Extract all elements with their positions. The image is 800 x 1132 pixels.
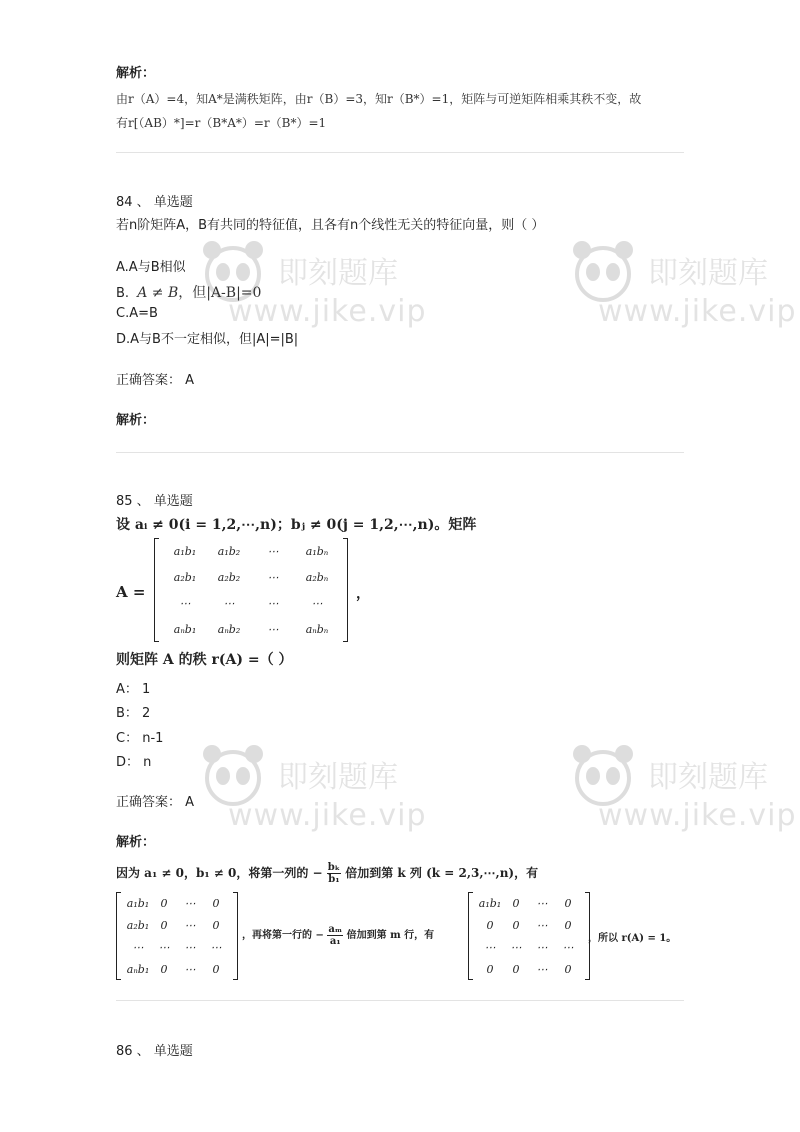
matrix-cell: ⋯ xyxy=(184,940,196,954)
q85-option-d: D： n xyxy=(116,755,152,770)
matrix-cell: a₁b₁ xyxy=(478,896,502,910)
q83-analysis-line2: 有r[（AB）*]=r（B*A*）=r（B*）=1 xyxy=(116,116,327,130)
matrix-cell: aₙb₁ xyxy=(126,962,150,976)
matrix-cell: ⋯ xyxy=(158,940,170,954)
q83-analysis-label: 解析： xyxy=(116,66,156,81)
q84-option-c: C.A=B xyxy=(116,306,158,321)
q85-sol-frac1 xyxy=(327,862,341,885)
q85-header: 85 、 单选题 xyxy=(116,494,193,509)
q85-analysis-label: 解析： xyxy=(116,835,156,850)
matrix-cell: ⋯ xyxy=(311,596,323,610)
divider xyxy=(116,1000,684,1001)
q85-solution-mid xyxy=(242,924,434,947)
q85-solution-matrix1 xyxy=(116,892,238,980)
matrix-cell: 0 xyxy=(212,896,220,910)
q84-option-b-formula: A ≠ B xyxy=(137,285,179,301)
matrix-cell: ⋯ xyxy=(210,940,222,954)
matrix-cell: ⋯ xyxy=(510,940,522,954)
q84-option-b-label: B. xyxy=(116,286,130,301)
q85-solution-end: ，所以 r(A) = 1。 xyxy=(588,933,677,944)
q85-sol-line1-post: 倍加到第 k 列 (k = 2,3,⋯,n)，有 xyxy=(345,866,539,880)
watermark-brand: 即刻题库 xyxy=(648,760,768,795)
q85-answer: 正确答案： A xyxy=(116,795,195,810)
matrix-cell: 0 xyxy=(512,962,520,976)
matrix-cell: ⋯ xyxy=(132,940,144,954)
matrix-row xyxy=(125,958,229,980)
matrix-cell: 0 xyxy=(212,918,220,932)
matrix-cell: a₁bₙ xyxy=(305,544,329,558)
matrix-cell: ⋯ xyxy=(536,962,548,976)
matrix-cell: ⋯ xyxy=(267,596,279,610)
matrix-cell: 0 xyxy=(160,918,168,932)
watermark-url: www.jike.vip xyxy=(598,798,797,833)
matrix-cell: ⋯ xyxy=(267,544,279,558)
matrix-cell: ⋯ xyxy=(267,570,279,584)
watermark-url: www.jike.vip xyxy=(228,294,427,329)
q84-answer: 正确答案： A xyxy=(116,373,195,388)
q85-option-b: B： 2 xyxy=(116,706,151,721)
matrix-row xyxy=(163,590,339,616)
matrix-cell: ⋯ xyxy=(179,596,191,610)
q85-sol-frac2 xyxy=(327,924,343,947)
matrix-row xyxy=(125,936,229,958)
matrix-cell: 0 xyxy=(486,962,494,976)
matrix-cell: 0 xyxy=(512,918,520,932)
matrix-cell: ⋯ xyxy=(562,940,574,954)
matrix-cell: 0 xyxy=(212,962,220,976)
matrix-cell: 0 xyxy=(160,962,168,976)
q84-option-a: A.A与B相似 xyxy=(116,260,186,275)
q85-sol-mid-post: 倍加到第 m 行，有 xyxy=(346,930,435,941)
q85-sol-frac2-num: aₘ xyxy=(328,924,343,935)
matrix-row xyxy=(477,936,581,958)
matrix-cell: aₙb₂ xyxy=(217,622,241,636)
matrix-cell: a₂b₁ xyxy=(173,570,197,584)
matrix-row xyxy=(163,564,339,590)
watermark-url: www.jike.vip xyxy=(598,294,797,329)
matrix-row xyxy=(477,914,581,936)
matrix-row xyxy=(477,958,581,980)
matrix-cell: ⋯ xyxy=(184,918,196,932)
matrix-cell: aₙbₙ xyxy=(305,622,329,636)
matrix-cell: aₙb₁ xyxy=(173,622,197,636)
matrix-cell: a₂bₙ xyxy=(305,570,329,584)
q85-sol-mid-pre: ，再将第一行的 − xyxy=(242,930,324,941)
q85-solution-line1 xyxy=(116,862,538,885)
q85-sol-frac2-den: a₁ xyxy=(329,936,341,947)
q85-option-c: C： n-1 xyxy=(116,731,164,746)
q85-sol-frac1-den: b₁ xyxy=(328,874,340,885)
matrix-cell: ⋯ xyxy=(484,940,496,954)
q85-option-a: A： 1 xyxy=(116,682,151,697)
q84-analysis-label: 解析： xyxy=(116,413,156,428)
document-page xyxy=(116,0,684,1132)
q84-option-b xyxy=(116,282,261,302)
matrix-cell: 0 xyxy=(512,896,520,910)
matrix-row xyxy=(163,616,339,642)
watermark-brand: 即刻题库 xyxy=(278,760,398,795)
matrix-cell: ⋯ xyxy=(184,962,196,976)
matrix-cell: ⋯ xyxy=(184,896,196,910)
watermark-brand: 即刻题库 xyxy=(648,256,768,291)
matrix-cell: a₁b₂ xyxy=(217,544,241,558)
q84-question: 若n阶矩阵A，B有共同的特征值，且各有n个线性无关的特征向量，则（ ） xyxy=(116,218,545,233)
q85-sol-line1-pre: 因为 a₁ ≠ 0，b₁ ≠ 0，将第一列的 − xyxy=(116,866,323,880)
q85-stem-line3: 则矩阵 A 的秩 r(A) =（ ） xyxy=(116,652,293,668)
q84-option-d: D.A与B不一定相似，但|A|=|B| xyxy=(116,332,299,347)
q85-matrix xyxy=(154,538,348,642)
matrix-cell: ⋯ xyxy=(267,622,279,636)
matrix-cell: 0 xyxy=(160,896,168,910)
matrix-row xyxy=(125,914,229,936)
matrix-cell: 0 xyxy=(486,918,494,932)
q85-stem-line1: 设 aᵢ ≠ 0(i = 1,2,⋯,n)；bⱼ ≠ 0(j = 1,2,⋯,n)。矩阵 xyxy=(116,517,477,533)
matrix-cell: a₂b₂ xyxy=(217,570,241,584)
matrix-row xyxy=(163,538,339,564)
q85-matrix-suffix: ， xyxy=(356,586,370,602)
q85-matrix-label: A = xyxy=(116,583,146,601)
q85-sol-frac1-num: bₖ xyxy=(327,862,341,873)
matrix-cell: ⋯ xyxy=(536,918,548,932)
matrix-cell: ⋯ xyxy=(536,940,548,954)
q83-analysis-line1: 由r（A）=4，知A*是满秩矩阵，由r（B）=3，知r（B*）=1，矩阵与可逆矩阵相乘其秩不变，故 xyxy=(116,92,642,106)
matrix-row xyxy=(125,892,229,914)
watermark-url: www.jike.vip xyxy=(228,798,427,833)
q84-header: 84 、 单选题 xyxy=(116,195,193,210)
q84-option-b-rest: ，但|A-B|=0 xyxy=(178,285,262,301)
q86-header: 86 、 单选题 xyxy=(116,1044,193,1059)
q85-solution-matrix2 xyxy=(468,892,590,980)
matrix-cell: a₁b₁ xyxy=(173,544,197,558)
divider xyxy=(116,152,684,153)
matrix-cell: ⋯ xyxy=(223,596,235,610)
matrix-cell: 0 xyxy=(564,962,572,976)
divider xyxy=(116,452,684,453)
matrix-cell: a₁b₁ xyxy=(126,896,150,910)
matrix-cell: 0 xyxy=(564,918,572,932)
matrix-cell: a₂b₁ xyxy=(126,918,150,932)
watermark-brand: 即刻题库 xyxy=(278,256,398,291)
matrix-cell: ⋯ xyxy=(536,896,548,910)
matrix-cell: 0 xyxy=(564,896,572,910)
matrix-row xyxy=(477,892,581,914)
